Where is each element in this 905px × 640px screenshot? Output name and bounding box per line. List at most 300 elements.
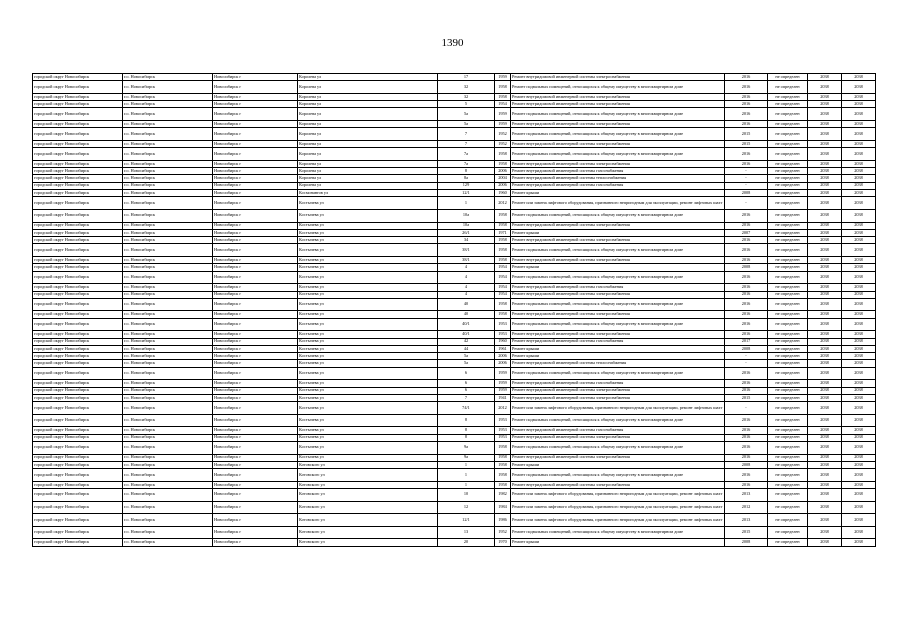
municipality-cell: городской округ Новосибирск xyxy=(33,318,123,331)
status-cell: не определен xyxy=(768,539,808,546)
table-row xyxy=(33,454,876,461)
municipality-cell: городской округ Новосибирск xyxy=(33,81,123,94)
table-row xyxy=(33,414,876,427)
plan-start-cell: 2038 xyxy=(808,160,842,167)
work-type-cell: Ремонт крыши xyxy=(511,461,725,468)
plan-start-cell: 2038 xyxy=(808,454,842,461)
street-cell: Костычева ул xyxy=(298,387,438,394)
year-cell: 1984 xyxy=(495,501,511,514)
plan-end-cell: 2038 xyxy=(842,121,876,128)
settlement-cell: г.о. Новосибирск xyxy=(123,414,213,427)
plan-start-cell: 2038 xyxy=(808,353,842,360)
house-cell: 9а xyxy=(438,442,495,455)
house-cell: 8 xyxy=(438,414,495,427)
settlement-cell: г.о. Новосибирск xyxy=(123,229,213,236)
work-type-cell: Ремонт или замена лифтового оборудования, признанного непригодным для эксплуатации, ремонт лифтовых шахт xyxy=(511,402,725,415)
house-cell: 13 xyxy=(438,526,495,539)
house-cell: 8 xyxy=(438,427,495,434)
street-cell: Костычева ул xyxy=(298,353,438,360)
status-cell: не определен xyxy=(768,394,808,401)
last-repair-cell: 2012 xyxy=(725,501,768,514)
plan-end-cell: 2038 xyxy=(842,244,876,257)
locality-cell: Новосибирск г xyxy=(213,298,298,311)
status-cell: не определен xyxy=(768,345,808,352)
table-row xyxy=(33,402,876,415)
house-cell: 26/1 xyxy=(438,229,495,236)
table-row xyxy=(33,387,876,394)
locality-cell: Новосибирск г xyxy=(213,501,298,514)
locality-cell: Новосибирск г xyxy=(213,81,298,94)
plan-end-cell: 2038 xyxy=(842,148,876,161)
year-cell: 1959 xyxy=(495,74,511,81)
settlement-cell: г.о. Новосибирск xyxy=(123,74,213,81)
year-cell: 1959 xyxy=(495,121,511,128)
plan-end-cell: 2038 xyxy=(842,360,876,367)
municipality-cell: городской округ Новосибирск xyxy=(33,514,123,527)
municipality-cell: городской округ Новосибирск xyxy=(33,175,123,182)
status-cell: не определен xyxy=(768,489,808,502)
last-repair-cell: - xyxy=(725,175,768,182)
status-cell: не определен xyxy=(768,434,808,441)
plan-start-cell: 2038 xyxy=(808,291,842,298)
last-repair-cell: 2007 xyxy=(725,229,768,236)
plan-end-cell: 2038 xyxy=(842,318,876,331)
plan-start-cell: 2038 xyxy=(808,182,842,189)
street-cell: Костычева ул xyxy=(298,284,438,291)
capital-repair-table xyxy=(32,73,876,547)
last-repair-cell: 2008 xyxy=(725,190,768,197)
work-type-cell: Ремонт подвальных помещений, относящихся к общему имуществу в многоквартирном доме xyxy=(511,526,725,539)
plan-end-cell: 2038 xyxy=(842,526,876,539)
status-cell: не определен xyxy=(768,454,808,461)
municipality-cell: городской округ Новосибирск xyxy=(33,197,123,210)
table-row xyxy=(33,360,876,367)
plan-end-cell: 2038 xyxy=(842,298,876,311)
table-row xyxy=(33,264,876,271)
table-row xyxy=(33,526,876,539)
locality-cell: Новосибирск г xyxy=(213,229,298,236)
house-cell: 1 xyxy=(438,481,495,488)
year-cell: 1958 xyxy=(495,257,511,264)
status-cell: не определен xyxy=(768,402,808,415)
settlement-cell: г.о. Новосибирск xyxy=(123,454,213,461)
status-cell: не определен xyxy=(768,469,808,482)
municipality-cell: городской округ Новосибирск xyxy=(33,501,123,514)
plan-start-cell: 2038 xyxy=(808,367,842,380)
plan-end-cell: 2038 xyxy=(842,311,876,318)
work-type-cell: Ремонт внутридомовой инженерной системы электроснабжения xyxy=(511,237,725,244)
year-cell: 2012 xyxy=(495,197,511,210)
year-cell: 1958 xyxy=(495,160,511,167)
house-cell: 7 xyxy=(438,128,495,141)
plan-start-cell: 2038 xyxy=(808,501,842,514)
plan-end-cell: 2038 xyxy=(842,367,876,380)
work-type-cell: Ремонт внутридомовой инженерной системы газоснабжения xyxy=(511,182,725,189)
locality-cell: Новосибирск г xyxy=(213,108,298,121)
last-repair-cell: 2008 xyxy=(725,461,768,468)
municipality-cell: городской округ Новосибирск xyxy=(33,291,123,298)
plan-start-cell: 2038 xyxy=(808,311,842,318)
status-cell: не определен xyxy=(768,514,808,527)
street-cell: Котовского ул xyxy=(298,461,438,468)
locality-cell: Новосибирск г xyxy=(213,148,298,161)
street-cell: Костычева ул xyxy=(298,360,438,367)
status-cell: не определен xyxy=(768,237,808,244)
plan-end-cell: 2038 xyxy=(842,469,876,482)
last-repair-cell: 2016 xyxy=(725,121,768,128)
work-type-cell: Ремонт или замена лифтового оборудования, признанного непригодным для эксплуатации, ремонт лифтовых шахт xyxy=(511,197,725,210)
plan-start-cell: 2038 xyxy=(808,271,842,284)
locality-cell: Новосибирск г xyxy=(213,168,298,175)
plan-start-cell: 2038 xyxy=(808,394,842,401)
plan-start-cell: 2038 xyxy=(808,284,842,291)
plan-start-cell: 2038 xyxy=(808,461,842,468)
last-repair-cell: 2015 xyxy=(725,140,768,147)
plan-end-cell: 2038 xyxy=(842,394,876,401)
locality-cell: Новосибирск г xyxy=(213,454,298,461)
year-cell: 2006 xyxy=(495,168,511,175)
municipality-cell: городской округ Новосибирск xyxy=(33,182,123,189)
house-cell: 32 xyxy=(438,93,495,100)
house-cell: 1 xyxy=(438,469,495,482)
street-cell: Костычева ул xyxy=(298,331,438,338)
work-type-cell: Ремонт внутридомовой инженерной системы газоснабжения xyxy=(511,338,725,345)
plan-start-cell: 2038 xyxy=(808,121,842,128)
house-cell: 5 xyxy=(438,101,495,108)
table-row xyxy=(33,442,876,455)
settlement-cell: г.о. Новосибирск xyxy=(123,394,213,401)
last-repair-cell: 2016 xyxy=(725,367,768,380)
table-row xyxy=(33,380,876,387)
last-repair-cell: 2016 xyxy=(725,271,768,284)
plan-end-cell: 2038 xyxy=(842,128,876,141)
table-row xyxy=(33,469,876,482)
table-row xyxy=(33,160,876,167)
house-cell: 44 xyxy=(438,345,495,352)
settlement-cell: г.о. Новосибирск xyxy=(123,291,213,298)
status-cell: не определен xyxy=(768,209,808,222)
year-cell: 1954 xyxy=(495,271,511,284)
locality-cell: Новосибирск г xyxy=(213,367,298,380)
house-cell: 42 xyxy=(438,338,495,345)
plan-start-cell: 2038 xyxy=(808,539,842,546)
plan-end-cell: 2038 xyxy=(842,331,876,338)
locality-cell: Новосибирск г xyxy=(213,387,298,394)
year-cell: 1954 xyxy=(495,284,511,291)
plan-end-cell: 2038 xyxy=(842,222,876,229)
year-cell: 1958 xyxy=(495,81,511,94)
last-repair-cell: - xyxy=(725,168,768,175)
settlement-cell: г.о. Новосибирск xyxy=(123,244,213,257)
year-cell: 1959 xyxy=(495,367,511,380)
last-repair-cell: 2016 xyxy=(725,481,768,488)
municipality-cell: городской округ Новосибирск xyxy=(33,360,123,367)
street-cell: Королева ул xyxy=(298,168,438,175)
table-row xyxy=(33,74,876,81)
year-cell: 1959 xyxy=(495,108,511,121)
street-cell: Королева ул xyxy=(298,101,438,108)
year-cell: 1958 xyxy=(495,454,511,461)
table-row xyxy=(33,394,876,401)
table-row xyxy=(33,190,876,197)
municipality-cell: городской округ Новосибирск xyxy=(33,209,123,222)
municipality-cell: городской округ Новосибирск xyxy=(33,237,123,244)
table-row xyxy=(33,209,876,222)
municipality-cell: городской округ Новосибирск xyxy=(33,222,123,229)
work-type-cell: Ремонт внутридомовой инженерной системы электроснабжения xyxy=(511,222,725,229)
last-repair-cell: 2016 xyxy=(725,209,768,222)
year-cell: 1958 xyxy=(495,93,511,100)
status-cell: не определен xyxy=(768,284,808,291)
status-cell: не определен xyxy=(768,353,808,360)
locality-cell: Новосибирск г xyxy=(213,93,298,100)
house-cell: 32 xyxy=(438,81,495,94)
municipality-cell: городской округ Новосибирск xyxy=(33,264,123,271)
work-type-cell: Ремонт внутридомовой инженерной системы электроснабжения xyxy=(511,331,725,338)
street-cell: Костычева ул xyxy=(298,229,438,236)
work-type-cell: Ремонт внутридомовой инженерной системы электроснабжения xyxy=(511,160,725,167)
last-repair-cell: 2016 xyxy=(725,311,768,318)
year-cell: 2006 xyxy=(495,353,511,360)
locality-cell: Новосибирск г xyxy=(213,101,298,108)
last-repair-cell: 2016 xyxy=(725,454,768,461)
house-cell: 7 xyxy=(438,394,495,401)
settlement-cell: г.о. Новосибирск xyxy=(123,526,213,539)
status-cell: не определен xyxy=(768,108,808,121)
municipality-cell: городской округ Новосибирск xyxy=(33,190,123,197)
table-row xyxy=(33,461,876,468)
plan-end-cell: 2038 xyxy=(842,81,876,94)
settlement-cell: г.о. Новосибирск xyxy=(123,489,213,502)
locality-cell: Новосибирск г xyxy=(213,284,298,291)
plan-end-cell: 2038 xyxy=(842,345,876,352)
house-cell: 74/1 xyxy=(438,402,495,415)
settlement-cell: г.о. Новосибирск xyxy=(123,387,213,394)
year-cell: 1941 xyxy=(495,394,511,401)
municipality-cell: городской округ Новосибирск xyxy=(33,257,123,264)
year-cell: 1953 xyxy=(495,434,511,441)
settlement-cell: г.о. Новосибирск xyxy=(123,311,213,318)
settlement-cell: г.о. Новосибирск xyxy=(123,190,213,197)
settlement-cell: г.о. Новосибирск xyxy=(123,345,213,352)
plan-start-cell: 2038 xyxy=(808,427,842,434)
plan-end-cell: 2038 xyxy=(842,108,876,121)
settlement-cell: г.о. Новосибирск xyxy=(123,360,213,367)
locality-cell: Новосибирск г xyxy=(213,353,298,360)
work-type-cell: Ремонт крыши xyxy=(511,264,725,271)
street-cell: Костычева ул xyxy=(298,380,438,387)
plan-start-cell: 2038 xyxy=(808,318,842,331)
year-cell: 2004 xyxy=(495,175,511,182)
table-row xyxy=(33,427,876,434)
last-repair-cell: 2016 xyxy=(725,434,768,441)
plan-start-cell: 2038 xyxy=(808,331,842,338)
status-cell: не определен xyxy=(768,360,808,367)
settlement-cell: г.о. Новосибирск xyxy=(123,182,213,189)
status-cell: не определен xyxy=(768,380,808,387)
status-cell: не определен xyxy=(768,244,808,257)
street-cell: Костычева ул xyxy=(298,338,438,345)
plan-start-cell: 2038 xyxy=(808,175,842,182)
municipality-cell: городской округ Новосибирск xyxy=(33,338,123,345)
municipality-cell: городской округ Новосибирск xyxy=(33,331,123,338)
street-cell: Королева ул xyxy=(298,121,438,128)
plan-start-cell: 2038 xyxy=(808,244,842,257)
locality-cell: Новосибирск г xyxy=(213,338,298,345)
plan-start-cell: 2038 xyxy=(808,338,842,345)
locality-cell: Новосибирск г xyxy=(213,140,298,147)
table-row xyxy=(33,148,876,161)
street-cell: Костычева ул xyxy=(298,454,438,461)
locality-cell: Новосибирск г xyxy=(213,244,298,257)
street-cell: Костычева ул xyxy=(298,257,438,264)
year-cell: 1958 xyxy=(495,442,511,455)
house-cell: 38/1 xyxy=(438,244,495,257)
plan-end-cell: 2038 xyxy=(842,402,876,415)
work-type-cell: Ремонт крыши xyxy=(511,539,725,546)
settlement-cell: г.о. Новосибирск xyxy=(123,140,213,147)
locality-cell: Новосибирск г xyxy=(213,402,298,415)
settlement-cell: г.о. Новосибирск xyxy=(123,160,213,167)
house-cell: 4 xyxy=(438,284,495,291)
plan-start-cell: 2038 xyxy=(808,108,842,121)
year-cell: 1958 xyxy=(495,481,511,488)
table-row xyxy=(33,197,876,210)
house-cell: 10а xyxy=(438,222,495,229)
status-cell: не определен xyxy=(768,182,808,189)
street-cell: Космонавтов ул xyxy=(298,190,438,197)
last-repair-cell: 2016 xyxy=(725,427,768,434)
plan-start-cell: 2038 xyxy=(808,128,842,141)
house-cell: 38/1 xyxy=(438,257,495,264)
municipality-cell: городской округ Новосибирск xyxy=(33,284,123,291)
table-row xyxy=(33,501,876,514)
street-cell: Королева ул xyxy=(298,81,438,94)
settlement-cell: г.о. Новосибирск xyxy=(123,461,213,468)
street-cell: Костычева ул xyxy=(298,434,438,441)
municipality-cell: городской округ Новосибирск xyxy=(33,160,123,167)
plan-start-cell: 2038 xyxy=(808,526,842,539)
plan-end-cell: 2038 xyxy=(842,93,876,100)
street-cell: Костычева ул xyxy=(298,197,438,210)
table-row xyxy=(33,489,876,502)
locality-cell: Новосибирск г xyxy=(213,414,298,427)
municipality-cell: городской округ Новосибирск xyxy=(33,427,123,434)
table-row xyxy=(33,353,876,360)
last-repair-cell: - xyxy=(725,353,768,360)
settlement-cell: г.о. Новосибирск xyxy=(123,121,213,128)
year-cell: 1986 xyxy=(495,514,511,527)
locality-cell: Новосибирск г xyxy=(213,190,298,197)
year-cell: 1958 xyxy=(495,461,511,468)
work-type-cell: Ремонт крыши xyxy=(511,190,725,197)
municipality-cell: городской округ Новосибирск xyxy=(33,168,123,175)
plan-start-cell: 2038 xyxy=(808,434,842,441)
work-type-cell: Ремонт внутридомовой инженерной системы газоснабжения xyxy=(511,427,725,434)
house-cell: 6 xyxy=(438,387,495,394)
year-cell: 1958 xyxy=(495,469,511,482)
street-cell: Котовского ул xyxy=(298,489,438,502)
settlement-cell: г.о. Новосибирск xyxy=(123,380,213,387)
work-type-cell: Ремонт внутридомовой инженерной системы электроснабжения xyxy=(511,481,725,488)
plan-start-cell: 2038 xyxy=(808,148,842,161)
house-cell: 7 xyxy=(438,140,495,147)
locality-cell: Новосибирск г xyxy=(213,481,298,488)
street-cell: Королева ул xyxy=(298,140,438,147)
status-cell: не определен xyxy=(768,101,808,108)
street-cell: Костычева ул xyxy=(298,427,438,434)
municipality-cell: городской округ Новосибирск xyxy=(33,74,123,81)
plan-end-cell: 2038 xyxy=(842,257,876,264)
plan-end-cell: 2038 xyxy=(842,291,876,298)
municipality-cell: городской округ Новосибирск xyxy=(33,311,123,318)
street-cell: Костычева ул xyxy=(298,271,438,284)
work-type-cell: Ремонт внутридомовой инженерной системы электроснабжения xyxy=(511,93,725,100)
plan-end-cell: 2038 xyxy=(842,481,876,488)
street-cell: Королева ул xyxy=(298,108,438,121)
settlement-cell: г.о. Новосибирск xyxy=(123,168,213,175)
work-type-cell: Ремонт внутридомовой инженерной системы электроснабжения xyxy=(511,394,725,401)
status-cell: не определен xyxy=(768,148,808,161)
locality-cell: Новосибирск г xyxy=(213,237,298,244)
table-row xyxy=(33,345,876,352)
year-cell: 1952 xyxy=(495,526,511,539)
street-cell: Котовского ул xyxy=(298,469,438,482)
last-repair-cell: 2016 xyxy=(725,160,768,167)
house-cell: 6 xyxy=(438,380,495,387)
house-cell: 40/1 xyxy=(438,318,495,331)
plan-start-cell: 2038 xyxy=(808,237,842,244)
work-type-cell: Ремонт внутридомовой инженерной системы газоснабжения xyxy=(511,168,725,175)
last-repair-cell: 2015 xyxy=(725,526,768,539)
status-cell: не определен xyxy=(768,197,808,210)
locality-cell: Новосибирск г xyxy=(213,394,298,401)
locality-cell: Новосибирск г xyxy=(213,197,298,210)
plan-end-cell: 2038 xyxy=(842,539,876,546)
municipality-cell: городской округ Новосибирск xyxy=(33,353,123,360)
municipality-cell: городской округ Новосибирск xyxy=(33,298,123,311)
last-repair-cell: 2015 xyxy=(725,394,768,401)
work-type-cell: Ремонт внутридомовой инженерной системы электроснабжения xyxy=(511,387,725,394)
status-cell: не определен xyxy=(768,168,808,175)
table-row xyxy=(33,271,876,284)
locality-cell: Новосибирск г xyxy=(213,182,298,189)
status-cell: не определен xyxy=(768,229,808,236)
work-type-cell: Ремонт внутридомовой инженерной системы электроснабжения xyxy=(511,140,725,147)
settlement-cell: г.о. Новосибирск xyxy=(123,81,213,94)
work-type-cell: Ремонт подвальных помещений, относящихся к общему имуществу в многоквартирном доме xyxy=(511,271,725,284)
last-repair-cell: - xyxy=(725,197,768,210)
house-cell: 12 xyxy=(438,501,495,514)
locality-cell: Новосибирск г xyxy=(213,160,298,167)
plan-end-cell: 2038 xyxy=(842,489,876,502)
status-cell: не определен xyxy=(768,271,808,284)
last-repair-cell: 2016 xyxy=(725,108,768,121)
plan-start-cell: 2038 xyxy=(808,360,842,367)
plan-end-cell: 2038 xyxy=(842,353,876,360)
status-cell: не определен xyxy=(768,81,808,94)
work-type-cell: Ремонт подвальных помещений, относящихся к общему имуществу в многоквартирном доме xyxy=(511,128,725,141)
plan-end-cell: 2038 xyxy=(842,454,876,461)
year-cell: 2006 xyxy=(495,360,511,367)
year-cell: 1952 xyxy=(495,140,511,147)
locality-cell: Новосибирск г xyxy=(213,514,298,527)
settlement-cell: г.о. Новосибирск xyxy=(123,257,213,264)
last-repair-cell: 2016 xyxy=(725,93,768,100)
status-cell: не определен xyxy=(768,121,808,128)
house-cell: 5а xyxy=(438,353,495,360)
work-type-cell: Ремонт внутридомовой инженерной системы электроснабжения xyxy=(511,101,725,108)
